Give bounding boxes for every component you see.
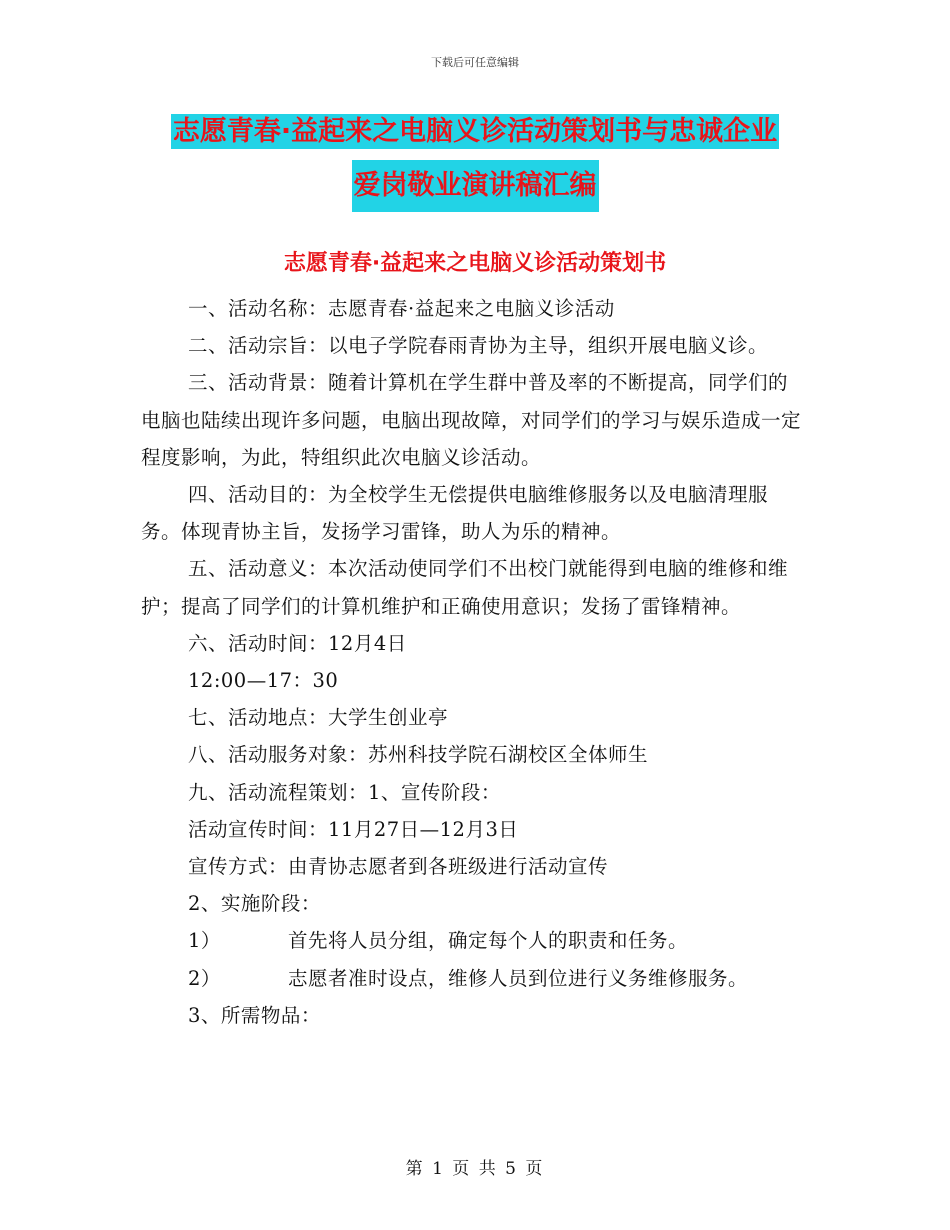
paragraph-activity-name: 一、活动名称：志愿青春·益起来之电脑义诊活动 [188, 297, 615, 320]
paragraph-activity-goal: 四、活动目的：为全校学生无偿提供电脑维修服务以及电脑清理服务。体现青协主旨，发扬学习雷锋，助人为乐的精神。 [141, 483, 769, 544]
section-title: 志愿青春·益起来之电脑义诊活动策划书 [283, 251, 667, 276]
paragraph-service-target: 八、活动服务对象：苏州科技学院石湖校区全体师生 [188, 743, 649, 767]
paragraph-process-plan: 九、活动流程策划：1、宣传阶段： [188, 780, 501, 804]
paragraph-activity-time: 六、活动时间：12月4日 [188, 631, 407, 655]
paragraph-activity-background: 三、活动背景：随着计算机在学生群中普及率的不断提高，同学们的电脑也陆续出现许多问题，电脑出现故障，对同学们的学习与娱乐造成一定程度影响，为此，特组织此次电脑义诊活动。 [141, 371, 802, 469]
list-item-text: 首先将人员分组，确定每个人的职责和任务。 [288, 929, 689, 953]
document-body [141, 290, 807, 1034]
paragraph-activity-purpose: 二、活动宗旨：以电子学院春雨青协为主导，组织开展电脑义诊。 [188, 334, 769, 358]
paragraph-required-items: 3、所需物品： [188, 1003, 321, 1027]
document-main-title [0, 108, 950, 212]
paragraph-activity-significance: 五、活动意义：本次活动使同学们不出校门就能得到电脑的维修和维护；提高了同学们的计算机维护和正确使用意识；发扬了雷锋精神。 [141, 557, 789, 618]
main-title-line-1: 志愿青春·益起来之电脑义诊活动策划书与忠诚企业 [172, 116, 778, 147]
paragraph-promo-time: 活动宣传时间：11月27日—12月3日 [188, 817, 519, 841]
paragraph-implementation-stage: 2、实施阶段： [188, 892, 321, 916]
page-header-note: 下载后可任意编辑 [431, 56, 519, 69]
page-footer: 第 1 页 共 5 页 [405, 1159, 545, 1179]
paragraph-activity-location: 七、活动地点：大学生创业亭 [188, 706, 449, 730]
list-item-number: 1） [188, 929, 221, 953]
list-item-number: 2） [188, 966, 221, 990]
paragraph-time-range: 12:00—17：30 [188, 669, 339, 693]
paragraph-promo-method: 宣传方式：由青协志愿者到各班级进行活动宣传 [188, 855, 609, 879]
main-title-line-2: 爱岗敬业演讲稿汇编 [352, 160, 599, 212]
list-item-text: 志愿者准时设点，维修人员到位进行义务维修服务。 [288, 966, 749, 990]
list-item [141, 922, 807, 959]
list-item [141, 960, 807, 997]
